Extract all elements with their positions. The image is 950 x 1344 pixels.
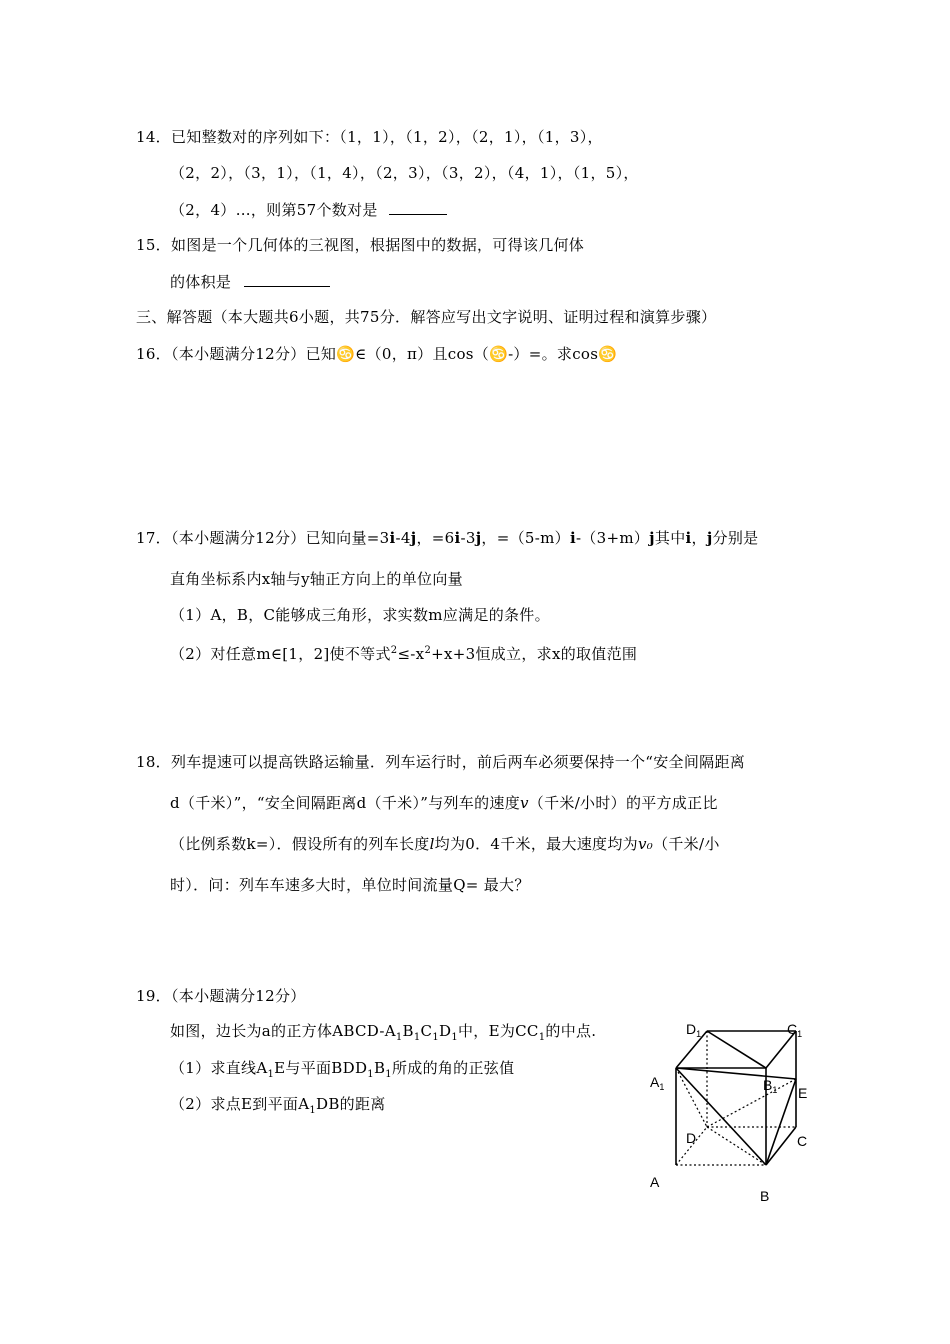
q19-p2-s1: 1 xyxy=(309,1105,316,1116)
q17-seg-c: ，=6 xyxy=(416,529,455,547)
q19-l2-a: 如图，边长为a的正方体ABCD-A xyxy=(170,1022,396,1040)
q18-l3-b: 均为0．4千米，最大速度均为 xyxy=(434,835,638,853)
q19-p1-a: （1）求直线A xyxy=(170,1059,268,1077)
q18-v0: v₀ xyxy=(637,835,654,853)
edge-d1-b1 xyxy=(707,1031,766,1068)
q19-l2-d: D xyxy=(439,1022,452,1040)
q17-i2: i xyxy=(454,529,461,547)
q18-line1: 18．列车提速可以提高铁路运输量．列车运行时，前后两车必须要保持一个“安全间隔距离 xyxy=(136,753,746,771)
q17-j2: j xyxy=(475,529,482,547)
q15-line1: 15．如图是一个几何体的三视图，根据图中的数据，可得该几何体 xyxy=(136,236,585,254)
q17-p2-c: +x+3恒成立，求x的取值范围 xyxy=(431,645,638,663)
label-b1: $B_1$ xyxy=(763,1077,778,1095)
q17-p2-sup1: 2 xyxy=(390,645,398,656)
q17-line2: 直角坐标系内x轴与y轴正方向上的单位向量 xyxy=(170,570,463,588)
label-b: B xyxy=(760,1188,770,1204)
q15-line2-text: 的体积是 xyxy=(170,273,232,291)
edge-a1-e xyxy=(676,1068,796,1079)
q17-j4: j xyxy=(706,529,713,547)
edge-b-c xyxy=(766,1127,796,1165)
q19-l2-c: C xyxy=(420,1022,433,1040)
q19-p1-s3: 1 xyxy=(385,1069,392,1080)
q19-p2-a: （2）求点E到平面A xyxy=(170,1095,310,1113)
q19-l2-f: 的中点. xyxy=(545,1022,597,1040)
q17-i3: i xyxy=(569,529,576,547)
q19-l2-b: B xyxy=(402,1022,414,1040)
q19-p1-s2: 1 xyxy=(367,1069,374,1080)
q17-p2-sup2: 2 xyxy=(424,645,432,656)
q17-j1: j xyxy=(410,529,417,547)
q18-l2-b: （千米/小时）的平方成正比 xyxy=(528,794,718,812)
q17-i4: i xyxy=(685,529,692,547)
label-c1: $C_1$ xyxy=(787,1021,803,1039)
q14-line3-text: （2，4）…，则第57个数对是 xyxy=(170,201,378,219)
label-c: C xyxy=(797,1133,808,1149)
q19-p1-c: B xyxy=(373,1059,386,1077)
label-e: E xyxy=(798,1085,808,1101)
q18-l2-a: d（千米）”，“安全间隔距离d（千米）”与列车的速度 xyxy=(170,794,521,812)
q17-seg-a: 17．（本小题满分12分）已知向量=3 xyxy=(136,529,390,547)
q17-p2-a: （2）对任意m∈[1，2]使不等式 xyxy=(170,645,391,663)
q17-j3: j xyxy=(649,529,655,547)
q19-p1-b: E与平面BDD xyxy=(274,1059,368,1077)
q19-l2-s3: 1 xyxy=(432,1032,439,1043)
q19-p2-b: DB的距离 xyxy=(316,1095,386,1113)
q14-line1: 14．已知整数对的序列如下：（1，1），（1，2），（2，1），（1，3）， xyxy=(136,128,603,146)
label-a: A xyxy=(650,1174,660,1190)
q17-seg-k: 分别是 xyxy=(712,529,759,547)
label-d1: $D_1$ xyxy=(686,1021,702,1039)
q17-seg-g: 其中 xyxy=(654,529,686,547)
q18-v: v xyxy=(520,794,529,812)
section-3-heading: 三、解答题（本大题共6小题，共75分．解答应写出文字说明、证明过程和演算步骤） xyxy=(136,308,717,326)
q18-line4: 时）．问：列车车速多大时，单位时间流量Q= 最大？ xyxy=(170,876,530,894)
q19-p1-s1: 1 xyxy=(267,1069,275,1080)
label-d: D xyxy=(686,1130,697,1146)
q19-l2-e: 中，E为CC xyxy=(458,1022,539,1040)
q17-seg-h: ， xyxy=(691,529,707,547)
edge-a1-b xyxy=(676,1068,766,1165)
q14-line2: （2，2），（3，1），（1，4），（2，3），（3，2），（4，1），（1，5）， xyxy=(170,164,639,182)
q17-seg-f: -（3+m） xyxy=(575,529,650,547)
q17-seg-e: ，=（5-m） xyxy=(481,529,570,547)
q17-p2-b: ≤-x xyxy=(397,645,425,663)
q18-l3-a: （比例系数k=）．假设所有的列车长度 xyxy=(170,835,430,853)
q18-l3-c: （千米/小 xyxy=(653,835,720,853)
q19-l2-s1: 1 xyxy=(395,1032,403,1043)
q19-p1-d: 所成的角的正弦值 xyxy=(391,1059,515,1077)
q19-l2-s4: 1 xyxy=(451,1032,458,1043)
edge-d-e xyxy=(707,1079,796,1127)
q17-i1: i xyxy=(389,529,396,547)
q17-part1: （1）A，B，C能够成三角形，求实数m应满足的条件。 xyxy=(170,606,550,624)
q19-l2-s2: 1 xyxy=(413,1032,421,1043)
q19-l2-s5: 1 xyxy=(538,1032,546,1043)
q19-line1: 19．（本小题满分12分） xyxy=(136,987,306,1005)
q16-text: 16．（本小题满分12分）已知♋∈（0，π）且cos（♋-）=。求cos♋ xyxy=(136,345,618,363)
q17-seg-b: -4 xyxy=(395,529,411,547)
q18-l: l xyxy=(429,835,435,853)
q17-seg-d: -3 xyxy=(460,529,476,547)
label-a1: $A_1$ xyxy=(650,1074,665,1092)
